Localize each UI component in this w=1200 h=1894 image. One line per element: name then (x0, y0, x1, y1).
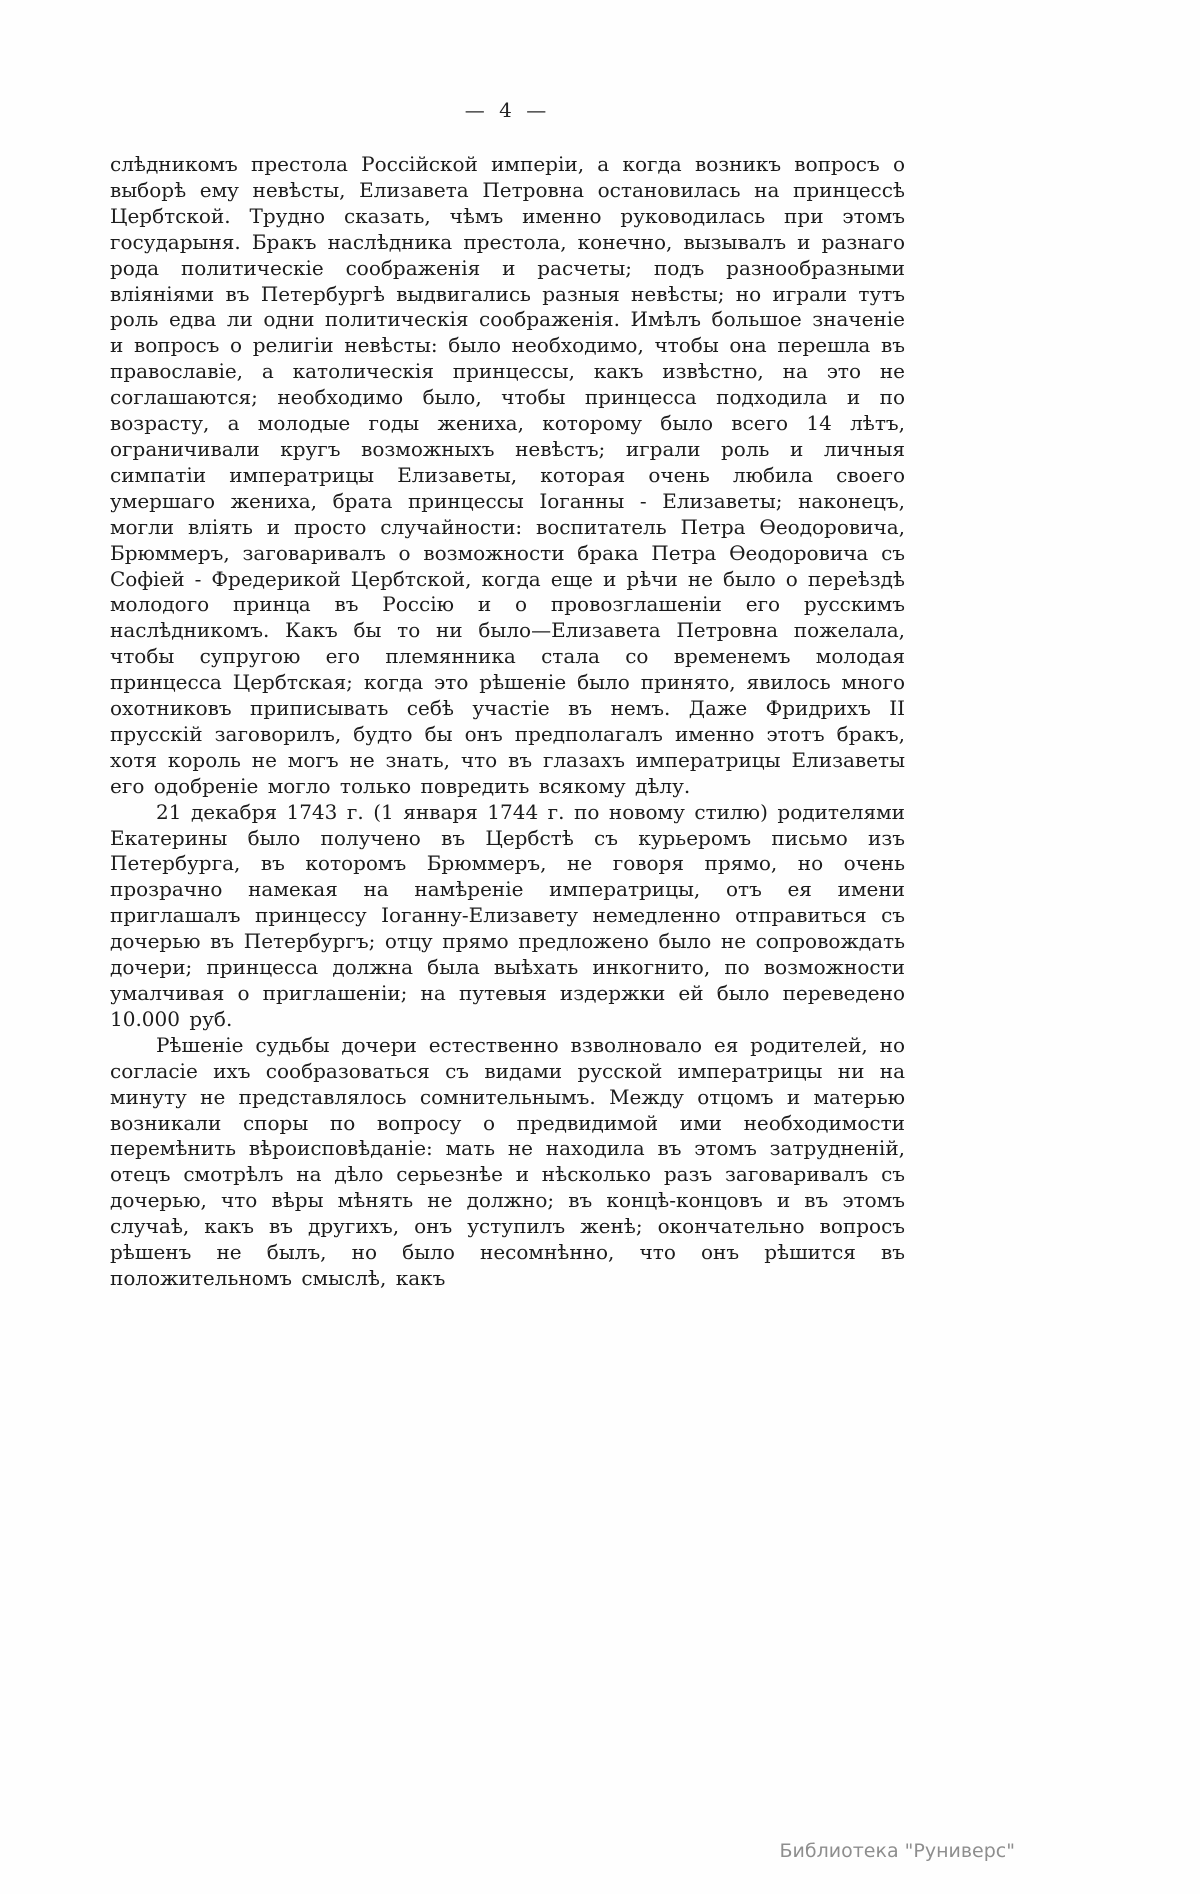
paragraph-continuation: слѣдникомъ престола Россійской имперіи, а когда возникъ вопросъ о выборѣ ему невѣсты, Елизавета Петровна остановилась на принцессѣ Цербтской. Трудно сказать, чѣмъ именно руководилась при этомъ государыня. Бракъ наслѣдника престола, конечно, вызывалъ и разнаго рода политическіе соображенія и расчеты; подъ разнообразными вліяніями въ Петербургѣ выдвигались разныя невѣсты; но играли тутъ роль едва ли одни политическія соображенія. Имѣлъ большое значеніе и вопросъ о религіи невѣсты: было необходимо, чтобы она перешла въ православіе, а католическія принцессы, какъ извѣстно, на это не соглашаются; необходимо было, чтобы принцесса подходила и по возрасту, а молодые годы жениха, которому было всего 14 лѣтъ, ограничивали кругъ возможныхъ невѣстъ; играли роль и личныя симпатіи императрицы Елизаветы, которая очень любила своего умершаго жениха, брата принцессы Іоганны - Елизаветы; наконецъ, могли вліять и просто случайности: воспитатель Петра Ѳеодоровича, Брюммеръ, заговаривалъ о возможности брака Петра Ѳеодоровича съ Софіей - Фредерикой Цербтской, когда еще и рѣчи не было о переѣздѣ молодого принца въ Россію и о провозглашеніи его русскимъ наслѣдникомъ. Какъ бы то ни было—Елизавета Петровна пожелала, чтобы супругою его племянника стала со временемъ молодая принцесса Цербтская; когда это рѣшеніе было принято, явилось много охотниковъ приписывать себѣ участіе въ немъ. Даже Фридрихъ II прусскій заговорилъ, будто бы онъ предполагалъ именно этотъ бракъ, хотя король не могъ не знать, что въ глазахъ императрицы Елизаветы его одобреніе могло только повредить всякому дѣлу. (110, 152, 905, 798)
page-number: — 4 — (464, 98, 551, 122)
paragraph-parents-reaction: Рѣшеніе судьбы дочери естественно взволновало ея родителей, но согласіе ихъ сообразоваться съ видами русской императрицы ни на минуту не представлялось сомнительнымъ. Между отцомъ и матерью возникали споры по вопросу о предвидимой ими необходимости перемѣнить вѣроисповѣданіе: мать не находила въ этомъ затрудненій, отецъ смотрѣлъ на дѣло серьезнѣе и нѣсколько разъ заговаривалъ съ дочерью, что вѣры мѣнять не должно; въ концѣ-концовъ и въ этомъ случаѣ, какъ въ другихъ, онъ уступилъ женѣ; окончательно вопросъ рѣшенъ не былъ, но было несомнѣнно, что онъ рѣшится въ положительномъ смыслѣ, какъ (110, 1032, 905, 1290)
library-watermark: Библиотека "Руниверс" (779, 1840, 1015, 1862)
paragraph-letter-1743: 21 декабря 1743 г. (1 января 1744 г. по новому стилю) родителями Екатерины было получено въ Цербстѣ съ курьеромъ письмо изъ Петербурга, въ которомъ Брюммеръ, не говоря прямо, но очень прозрачно намекая на намѣреніе императрицы, отъ ея имени приглашалъ принцессу Іоганну-Елизавету немедленно отправиться съ дочерью въ Петербургъ; отцу прямо предложено было не сопровождать дочери; принцесса должна была выѣхать инкогнито, по возможности умалчивая о приглашеніи; на путевыя издержки ей было переведено 10.000 руб. (110, 799, 905, 1031)
page-text (110, 152, 905, 1292)
